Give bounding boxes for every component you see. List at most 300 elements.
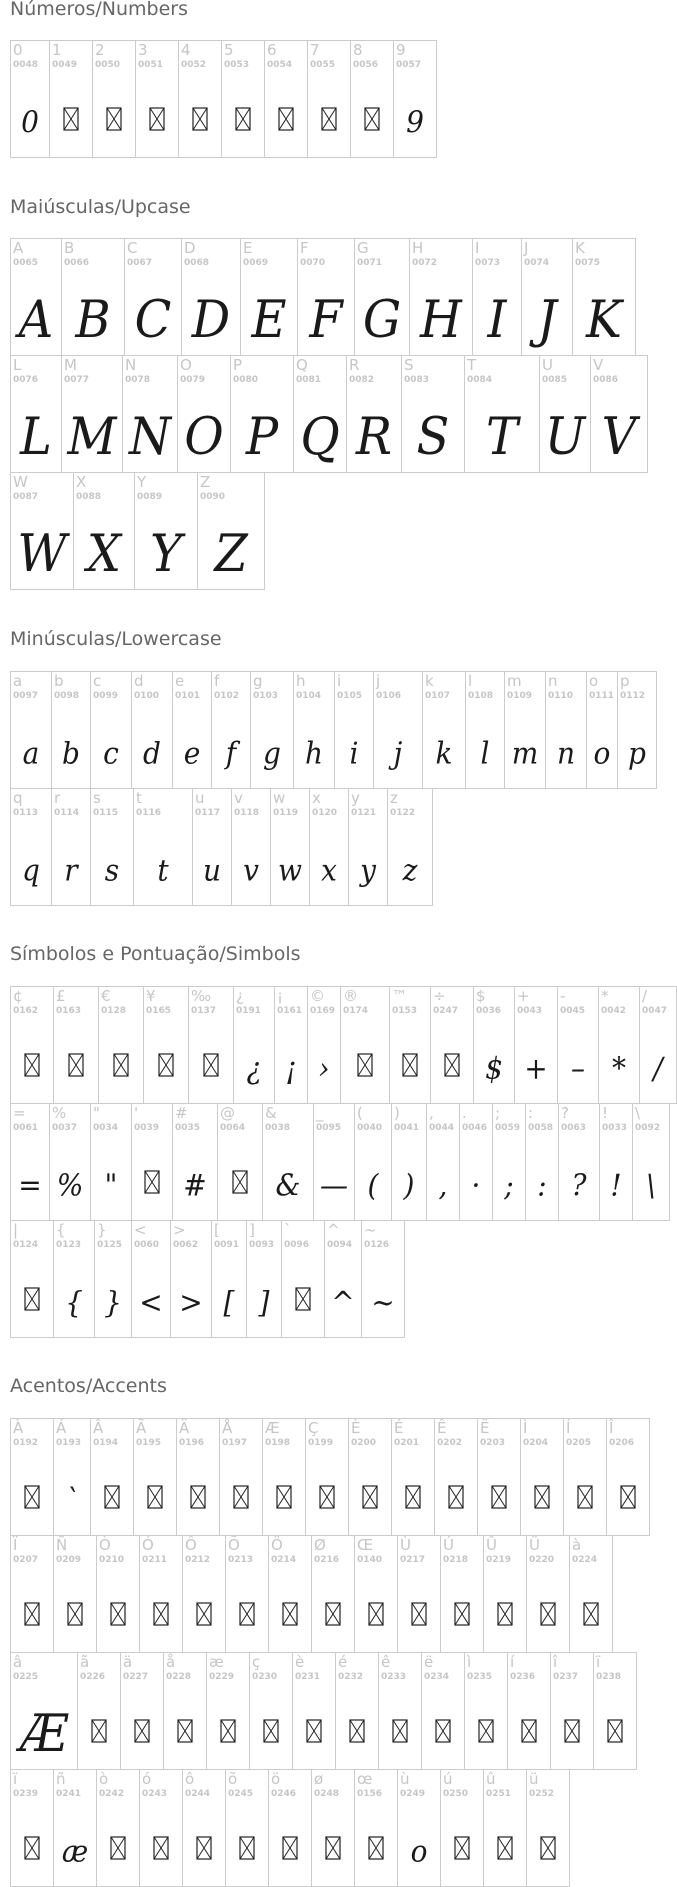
- glyph-char-label: g: [253, 672, 263, 690]
- glyph-char-label: ^: [327, 1221, 340, 1239]
- glyph-char-label: €: [101, 987, 111, 1005]
- glyph-code-label: 0044: [429, 1123, 455, 1133]
- glyph-code-label: 0203: [480, 1438, 506, 1448]
- glyph-char-label: Z: [200, 473, 211, 491]
- glyph-char-label: í: [510, 1653, 515, 1671]
- glyph-sample: [460, 1146, 492, 1218]
- glyph-code-label: 0251: [486, 1789, 512, 1799]
- missing-glyph-icon: [336, 1695, 378, 1767]
- glyph-row: [10, 1418, 649, 1536]
- missing-glyph-icon: [269, 1578, 311, 1650]
- glyph-cell: [281, 1220, 325, 1338]
- glyph-code-label: 0042: [601, 1006, 627, 1016]
- glyph-sample: [526, 1146, 558, 1218]
- missing-glyph-icon: [293, 1695, 335, 1767]
- glyph-char-label: \: [635, 1104, 641, 1122]
- glyph-char-label: d: [134, 672, 144, 690]
- glyph-code-label: 0105: [337, 691, 363, 701]
- glyph-code-label: 0237: [553, 1672, 579, 1682]
- glyph-char-label: ù: [400, 1770, 410, 1788]
- glyph-char-label: é: [338, 1653, 348, 1671]
- glyph-code-label: 0156: [357, 1789, 383, 1799]
- svg-text:i: i: [349, 735, 359, 771]
- glyph-sample: [633, 1146, 669, 1218]
- glyph-char-label: 9: [396, 41, 406, 59]
- glyph-sample: [132, 714, 172, 786]
- svg-text:W: W: [17, 523, 67, 584]
- missing-glyph-icon: [351, 83, 393, 155]
- glyph-sample: [91, 1146, 131, 1218]
- glyph-sample: [558, 1029, 598, 1101]
- glyph-code-label: 0110: [548, 691, 574, 701]
- glyph-cell: [521, 238, 573, 356]
- glyph-code-label: 0036: [476, 1006, 502, 1016]
- glyph-code-label: 0081: [296, 375, 322, 385]
- glyph-cell: [297, 238, 355, 356]
- glyph-row: [10, 671, 656, 789]
- svg-text:]: ]: [258, 1284, 270, 1320]
- glyph-cell: [632, 1103, 670, 1221]
- glyph-cell: [391, 1103, 427, 1221]
- glyph-code-label: 0082: [349, 375, 375, 385]
- glyph-char-label: h: [296, 672, 306, 690]
- missing-glyph-icon: [527, 1812, 569, 1884]
- glyph-cell: [61, 355, 123, 473]
- glyph-code-label: 0041: [394, 1123, 420, 1133]
- missing-glyph-icon: [431, 1029, 473, 1101]
- glyph-sample: [11, 831, 51, 903]
- glyph-sample: [308, 1029, 340, 1101]
- missing-glyph-icon: [441, 1812, 483, 1884]
- glyph-code-label: 0083: [404, 375, 430, 385]
- glyph-code-label: 0202: [437, 1438, 463, 1448]
- svg-text:K: K: [586, 289, 622, 350]
- glyph-char-label: Ì: [523, 1419, 528, 1437]
- missing-glyph-icon: [54, 1029, 98, 1101]
- glyph-cell: [440, 1769, 484, 1887]
- glyph-cell: [96, 1769, 140, 1887]
- glyph-sample: [62, 398, 122, 470]
- glyph-sample: [515, 1029, 557, 1101]
- glyph-char-label: Q: [296, 356, 308, 374]
- glyph-char-label: Ø: [314, 1536, 326, 1554]
- glyph-sample: [135, 515, 197, 587]
- glyph-code-label: 0104: [296, 691, 322, 701]
- glyph-char-label: Ñ: [56, 1536, 68, 1554]
- glyph-code-label: 0088: [76, 492, 102, 502]
- svg-text:;: ;: [504, 1167, 514, 1203]
- glyph-char-label: ): [394, 1104, 400, 1122]
- missing-glyph-icon: [478, 1461, 520, 1533]
- glyph-code-label: 0205: [566, 1438, 592, 1448]
- glyph-sample: [505, 714, 545, 786]
- svg-text:w: w: [278, 852, 302, 888]
- glyph-char-label: T: [467, 356, 477, 374]
- glyph-code-label: 0128: [101, 1006, 127, 1016]
- glyph-cell: [10, 986, 54, 1104]
- glyph-cell: [464, 355, 540, 473]
- glyph-cell: [225, 1535, 269, 1653]
- glyph-cell: [354, 1769, 398, 1887]
- section-title-numeros-numbers: Números/Numbers: [10, 0, 188, 20]
- glyph-code-label: 0209: [56, 1555, 82, 1565]
- svg-text:d: d: [143, 735, 161, 771]
- glyph-cell: [124, 238, 182, 356]
- glyph-cell: [293, 355, 347, 473]
- glyph-cell: [334, 671, 374, 789]
- glyph-cell: [49, 1103, 91, 1221]
- glyph-cell: [172, 671, 212, 789]
- glyph-code-label: 0054: [267, 60, 293, 70]
- glyph-cell: [526, 1769, 570, 1887]
- glyph-code-label: 0126: [364, 1240, 390, 1250]
- missing-glyph-icon: [379, 1695, 421, 1767]
- glyph-sample: [11, 281, 61, 353]
- missing-glyph-icon: [441, 1578, 483, 1650]
- glyph-cell: [586, 671, 618, 789]
- glyph-sample: [125, 281, 181, 353]
- glyph-cell: [10, 1652, 78, 1770]
- svg-text:n: n: [556, 735, 576, 771]
- svg-text:Æ: Æ: [19, 1703, 69, 1764]
- glyph-code-label: 0086: [593, 375, 619, 385]
- glyph-sample: [546, 714, 586, 786]
- glyph-cell: [569, 1535, 613, 1653]
- glyph-code-label: 0071: [357, 258, 383, 268]
- glyph-char-label: Ö: [271, 1536, 283, 1554]
- glyph-char-label: E: [243, 239, 253, 257]
- glyph-code-label: 0061: [13, 1123, 39, 1133]
- glyph-sample: [294, 398, 346, 470]
- missing-glyph-icon: [140, 1578, 182, 1650]
- glyph-sample: [212, 714, 250, 786]
- glyph-code-label: 0049: [52, 60, 78, 70]
- glyph-code-label: 0062: [173, 1240, 199, 1250]
- svg-text:D: D: [191, 289, 231, 350]
- glyph-code-label: 0198: [265, 1438, 291, 1448]
- glyph-char-label: M: [64, 356, 77, 374]
- glyph-sample: [52, 714, 90, 786]
- glyph-char-label: I: [475, 239, 480, 257]
- glyph-cell: [221, 40, 265, 158]
- glyph-code-label: 0239: [13, 1789, 39, 1799]
- glyph-code-label: 0058: [528, 1123, 554, 1133]
- glyph-code-label: 0216: [314, 1555, 340, 1565]
- glyph-cell: [434, 1418, 478, 1536]
- svg-text:¿: ¿: [246, 1050, 262, 1086]
- glyph-sample: [50, 1146, 90, 1218]
- svg-text:I: I: [487, 289, 507, 350]
- glyph-char-label: Á: [56, 1419, 67, 1437]
- glyph-row: [10, 238, 635, 356]
- glyph-sample: [132, 1263, 170, 1335]
- glyph-char-label: 3: [138, 41, 148, 59]
- glyph-char-label: G: [357, 239, 369, 257]
- glyph-char-label: /: [642, 987, 648, 1005]
- glyph-code-label: 0220: [529, 1555, 555, 1565]
- glyph-cell: [217, 1103, 263, 1221]
- glyph-code-label: 0059: [495, 1123, 521, 1133]
- glyph-cell: [504, 671, 546, 789]
- glyph-code-label: 0226: [80, 1672, 106, 1682]
- section-title-minusculas-lowercase: Minúsculas/Lowercase: [10, 628, 222, 650]
- svg-text:/: /: [653, 1050, 663, 1086]
- glyph-char-label: ™: [392, 987, 407, 1005]
- missing-glyph-icon: [521, 1461, 563, 1533]
- glyph-cell: [305, 1418, 349, 1536]
- glyph-code-label: 0078: [125, 375, 151, 385]
- glyph-code-label: 0225: [13, 1672, 39, 1682]
- glyph-code-label: 0070: [300, 258, 326, 268]
- glyph-char-label: Y: [137, 473, 147, 491]
- svg-text:&: &: [275, 1167, 301, 1203]
- glyph-cell: [465, 671, 505, 789]
- glyph-code-label: 0057: [396, 60, 422, 70]
- glyph-code-label: 0045: [560, 1006, 586, 1016]
- glyph-code-label: 0232: [338, 1672, 364, 1682]
- glyph-cell: [409, 238, 473, 356]
- svg-text:^: ^: [331, 1284, 355, 1320]
- glyph-sample: [394, 83, 436, 155]
- glyph-code-label: 0107: [425, 691, 451, 701]
- glyph-cell: [590, 355, 648, 473]
- missing-glyph-icon: [11, 1263, 53, 1335]
- glyph-cell: [10, 355, 62, 473]
- glyph-cell: [340, 986, 390, 1104]
- glyph-cell: [230, 355, 294, 473]
- glyph-sample: [52, 831, 90, 903]
- glyph-char-label: ï: [596, 1653, 601, 1671]
- glyph-code-label: 0195: [136, 1438, 162, 1448]
- glyph-char-label: [: [214, 1221, 220, 1239]
- svg-text:=: =: [18, 1167, 42, 1203]
- glyph-code-label: 0056: [353, 60, 379, 70]
- svg-text:U: U: [544, 406, 586, 467]
- svg-text:›: ›: [318, 1050, 330, 1086]
- svg-text:æ: æ: [61, 1833, 89, 1869]
- glyph-cell: [51, 671, 91, 789]
- glyph-code-label: 0210: [99, 1555, 125, 1565]
- svg-text:j: j: [393, 735, 403, 771]
- glyph-code-label: 0250: [443, 1789, 469, 1799]
- glyph-cell: [90, 1103, 132, 1221]
- missing-glyph-icon: [390, 1029, 430, 1101]
- missing-glyph-icon: [355, 1812, 397, 1884]
- glyph-code-label: 0075: [575, 258, 601, 268]
- glyph-sample: [573, 281, 635, 353]
- glyph-char-label: m: [507, 672, 522, 690]
- svg-text:h: h: [304, 735, 324, 771]
- glyph-char-label: à: [572, 1536, 582, 1554]
- svg-text:+: +: [524, 1050, 548, 1086]
- glyph-cell: [324, 1220, 362, 1338]
- glyph-code-label: 0060: [134, 1240, 160, 1250]
- glyph-code-label: 0076: [13, 375, 39, 385]
- glyph-sample: [294, 714, 334, 786]
- glyph-char-label: C: [127, 239, 138, 257]
- glyph-cell: [51, 788, 91, 906]
- glyph-code-label: 0217: [400, 1555, 426, 1565]
- missing-glyph-icon: [341, 1029, 389, 1101]
- glyph-char-label: R: [349, 356, 360, 374]
- svg-text:(: (: [367, 1167, 379, 1203]
- glyph-char-label: >: [173, 1221, 186, 1239]
- glyph-cell: [10, 788, 52, 906]
- missing-glyph-icon: [607, 1461, 649, 1533]
- glyph-cell: [309, 788, 349, 906]
- glyph-char-label: ": [93, 1104, 100, 1122]
- svg-text:%: %: [56, 1167, 84, 1203]
- svg-text:H: H: [420, 289, 462, 350]
- glyph-cell: [593, 1652, 637, 1770]
- glyph-char-label: å: [166, 1653, 176, 1671]
- glyph-sample: [600, 1146, 632, 1218]
- glyph-char-label: H: [412, 239, 424, 257]
- glyph-char-label: ï: [13, 1770, 18, 1788]
- glyph-code-label: 0120: [312, 808, 338, 818]
- glyph-cell: [90, 671, 132, 789]
- glyph-char-label: Ê: [437, 1419, 447, 1437]
- svg-text:Y: Y: [150, 523, 182, 584]
- glyph-char-label: ,: [429, 1104, 434, 1122]
- glyph-code-label: 0052: [181, 60, 207, 70]
- glyph-cell: [483, 1535, 527, 1653]
- glyph-cell: [393, 40, 437, 158]
- glyph-cell: [249, 1652, 293, 1770]
- glyph-sample: [465, 398, 539, 470]
- glyph-cell: [61, 238, 125, 356]
- missing-glyph-icon: [282, 1263, 324, 1335]
- glyph-sample: [198, 515, 264, 587]
- glyph-cell: [550, 1652, 594, 1770]
- glyph-cell: [98, 986, 144, 1104]
- glyph-sample: [54, 1461, 90, 1533]
- glyph-char-label: +: [517, 987, 530, 1005]
- glyph-code-label: 0212: [185, 1555, 211, 1565]
- glyph-code-label: 0069: [243, 258, 269, 268]
- missing-glyph-icon: [308, 83, 350, 155]
- glyph-char-label: J: [524, 239, 529, 257]
- glyph-code-label: 0079: [180, 375, 206, 385]
- glyph-cell: [10, 1535, 54, 1653]
- glyph-cell: [539, 355, 591, 473]
- svg-text:0: 0: [21, 104, 39, 140]
- glyph-char-label: D: [184, 239, 196, 257]
- glyph-cell: [268, 1769, 312, 1887]
- glyph-sample: [11, 398, 61, 470]
- glyph-sample: [640, 1029, 676, 1101]
- glyph-code-label: 0207: [13, 1555, 39, 1565]
- missing-glyph-icon: [484, 1812, 526, 1884]
- glyph-sample: [398, 1812, 440, 1884]
- missing-glyph-icon: [263, 1461, 305, 1533]
- glyph-cell: [10, 40, 50, 158]
- glyph-char-label: î: [553, 1653, 558, 1671]
- glyph-code-label: 0174: [343, 1006, 369, 1016]
- glyph-char-label: û: [486, 1770, 496, 1788]
- glyph-sample: [355, 1146, 391, 1218]
- glyph-char-label: z: [390, 789, 398, 807]
- missing-glyph-icon: [91, 1461, 133, 1533]
- glyph-cell: [246, 1220, 282, 1338]
- glyph-cell: [473, 986, 515, 1104]
- missing-glyph-icon: [207, 1695, 249, 1767]
- glyph-code-label: 0035: [175, 1123, 201, 1133]
- svg-text:g: g: [263, 735, 281, 771]
- glyph-sample: [587, 714, 617, 786]
- svg-text:}: }: [104, 1284, 122, 1320]
- glyph-cell: [178, 40, 222, 158]
- glyph-char-label: w: [273, 789, 286, 807]
- glyph-char-label: K: [575, 239, 585, 257]
- glyph-sample: [241, 281, 297, 353]
- glyph-cell: [49, 40, 93, 158]
- svg-text:G: G: [362, 289, 402, 350]
- missing-glyph-icon: [164, 1695, 206, 1767]
- glyph-sample: [134, 831, 192, 903]
- svg-text:M: M: [67, 406, 117, 467]
- glyph-cell: [598, 986, 640, 1104]
- glyph-code-label: 0194: [93, 1438, 119, 1448]
- glyph-cell: [335, 1652, 379, 1770]
- glyph-cell: [526, 1535, 570, 1653]
- glyph-code-label: 0165: [146, 1006, 172, 1016]
- missing-glyph-icon: [97, 1578, 139, 1650]
- missing-glyph-icon: [11, 1812, 53, 1884]
- glyph-char-label: Ä: [179, 1419, 190, 1437]
- glyph-sample: [392, 1146, 426, 1218]
- glyph-char-label: ¿: [236, 987, 244, 1005]
- glyph-char-label: _: [316, 1104, 324, 1122]
- glyph-code-label: 0114: [54, 808, 80, 818]
- glyph-char-label: ê: [381, 1653, 391, 1671]
- glyph-cell: [459, 1103, 493, 1221]
- glyph-code-label: 0111: [589, 691, 615, 701]
- missing-glyph-icon: [50, 83, 92, 155]
- glyph-code-label: 0089: [137, 492, 163, 502]
- glyph-cell: [348, 1418, 392, 1536]
- glyph-code-label: 0234: [424, 1672, 450, 1682]
- glyph-code-label: 0066: [64, 258, 90, 268]
- glyph-char-label: n: [548, 672, 558, 690]
- glyph-code-label: 0043: [517, 1006, 543, 1016]
- glyph-code-label: 0047: [642, 1006, 668, 1016]
- glyph-cell: [170, 1220, 212, 1338]
- glyph-code-label: 0213: [228, 1555, 254, 1565]
- glyph-cell: [311, 1769, 355, 1887]
- glyph-cell: [10, 671, 52, 789]
- glyph-sample: [355, 281, 409, 353]
- glyph-sample: [171, 1263, 211, 1335]
- glyph-code-label: 0093: [249, 1240, 275, 1250]
- glyph-char-label: U: [542, 356, 553, 374]
- glyph-char-label: `: [284, 1221, 292, 1239]
- glyph-code-label: 0039: [134, 1123, 160, 1133]
- glyph-cell: [387, 788, 433, 906]
- glyph-cell: [77, 1652, 121, 1770]
- glyph-char-label: s: [93, 789, 101, 807]
- glyph-sample: [347, 398, 401, 470]
- glyph-cell: [373, 671, 423, 789]
- glyph-cell: [430, 986, 474, 1104]
- glyph-cell: [192, 788, 232, 906]
- svg-text:A: A: [18, 289, 54, 350]
- glyph-cell: [231, 788, 271, 906]
- svg-text:E: E: [251, 289, 287, 350]
- svg-text:F: F: [309, 289, 343, 350]
- glyph-char-label: 5: [224, 41, 234, 59]
- glyph-sample: [599, 1029, 639, 1101]
